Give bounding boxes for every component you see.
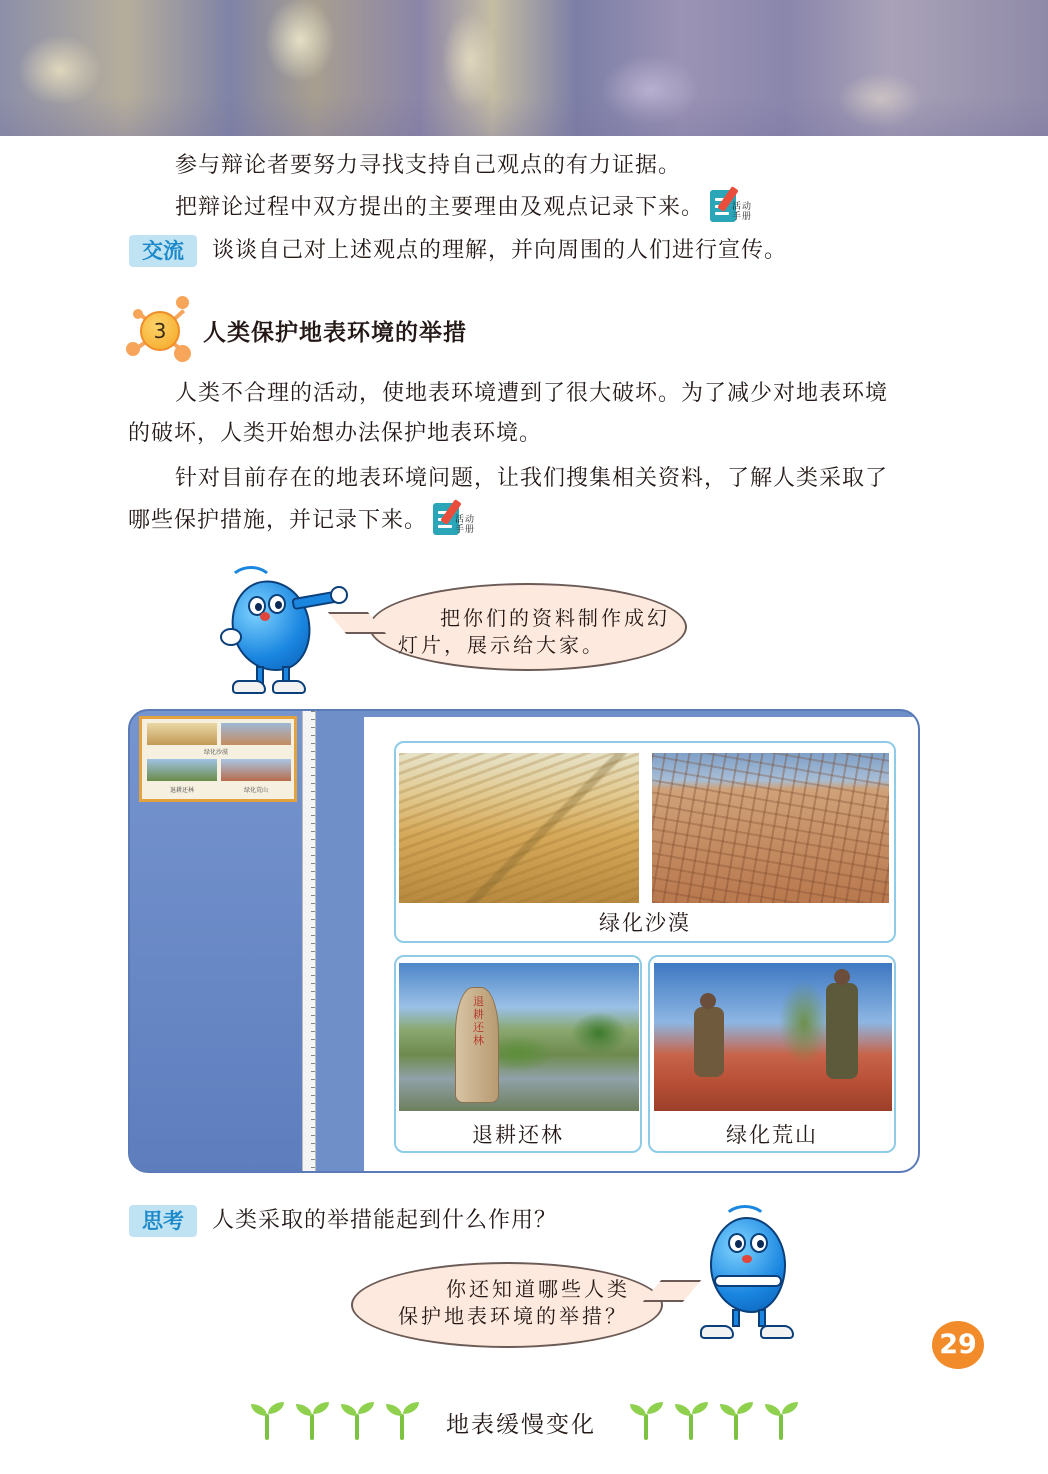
caption-desert: 绿化沙漠 bbox=[599, 911, 691, 935]
section-title: 人类保护地表环境的举措 bbox=[203, 320, 467, 346]
text-line: 人类不合理的活动，使地表环境遭到了很大破坏。为了减少对地表环境 bbox=[175, 381, 889, 406]
header-banner-image bbox=[0, 0, 1048, 136]
thumbnail-caption: 退耕还林 bbox=[170, 787, 195, 794]
text-line-content: 哪些保护措施，并记录下来。 bbox=[128, 508, 428, 533]
exchange-text bbox=[212, 231, 787, 271]
exchange-tag-label: 交流 bbox=[129, 235, 197, 267]
page-number: 29 bbox=[932, 1321, 984, 1369]
speech-bubble-line: 灯片，展示给大家。 bbox=[398, 633, 605, 657]
paragraph-debate-record bbox=[175, 186, 752, 228]
sprout-icon bbox=[386, 1400, 418, 1440]
speech-bubble-line: 把你们的资料制作成幻 bbox=[440, 606, 670, 630]
activity-manual-label: 活动手册 bbox=[732, 202, 753, 222]
photo-card-forest bbox=[394, 955, 642, 1153]
thumbnail-caption: 绿化荒山 bbox=[244, 787, 269, 794]
sprout-icon bbox=[630, 1400, 662, 1440]
text-line: 参与辩论者要努力寻找支持自己观点的有力证据。 bbox=[175, 153, 682, 178]
exchange-tag bbox=[129, 235, 197, 267]
activity-manual-label: 活动手册 bbox=[455, 515, 476, 535]
desert-greening-photo bbox=[399, 753, 639, 903]
slide-canvas[interactable] bbox=[364, 717, 920, 1173]
planting-trees-photo bbox=[654, 963, 892, 1111]
slide-thumbnail[interactable] bbox=[139, 716, 297, 802]
sprout-icon bbox=[251, 1400, 283, 1440]
footer-chapter-title: 地表缓慢变化 bbox=[446, 1412, 596, 1438]
stone-inscription: 退耕还林 bbox=[473, 995, 484, 1047]
vertical-ruler bbox=[302, 711, 316, 1171]
think-text-line: 人类采取的举措能起到什么作用？ bbox=[212, 1208, 558, 1233]
paragraph-1 bbox=[128, 374, 928, 454]
paragraph-2 bbox=[128, 459, 928, 541]
paragraph-debate bbox=[175, 146, 681, 186]
slide-thumbnail-panel[interactable] bbox=[130, 711, 302, 1171]
sprout-icon bbox=[296, 1400, 328, 1440]
text-line-content: 把辩论过程中双方提出的主要理由及观点记录下来。 bbox=[175, 195, 705, 220]
caption-hill: 绿化荒山 bbox=[726, 1123, 818, 1147]
straw-checkerboard-photo bbox=[652, 753, 889, 903]
text-line bbox=[175, 186, 752, 228]
thumbnail-caption: 绿化沙漠 bbox=[204, 749, 229, 756]
exchange-text-line: 谈谈自己对上述观点的理解，并向周围的人们进行宣传。 bbox=[212, 238, 788, 263]
think-text bbox=[212, 1201, 557, 1241]
mascot-thinking-illustration bbox=[700, 1205, 796, 1343]
mascot-pointing-illustration bbox=[218, 566, 348, 698]
activity-manual-icon bbox=[708, 186, 752, 226]
speech-bubble-line: 你还知道哪些人类 bbox=[446, 1277, 630, 1301]
photo-card-hill bbox=[648, 955, 896, 1153]
text-line: 针对目前存在的地表环境问题，让我们搜集相关资料，了解人类采取了 bbox=[175, 466, 889, 491]
returning-farmland-photo bbox=[399, 963, 639, 1111]
think-tag-label: 思考 bbox=[129, 1205, 197, 1237]
sprout-icon bbox=[341, 1400, 373, 1440]
caption-forest: 退耕还林 bbox=[472, 1123, 564, 1147]
section-number: 3 bbox=[140, 311, 180, 351]
speech-bubble-line: 保护地表环境的举措？ bbox=[398, 1304, 628, 1328]
activity-manual-icon bbox=[431, 499, 475, 539]
photo-card-desert bbox=[394, 741, 896, 943]
text-line-with-icon bbox=[128, 499, 928, 541]
sprout-icon bbox=[765, 1400, 797, 1440]
sprout-icon bbox=[675, 1400, 707, 1440]
presentation-software-window bbox=[128, 709, 920, 1173]
text-line: 的破坏，人类开始想办法保护地表环境。 bbox=[128, 421, 543, 446]
think-tag bbox=[129, 1205, 197, 1237]
sprout-icon bbox=[720, 1400, 752, 1440]
